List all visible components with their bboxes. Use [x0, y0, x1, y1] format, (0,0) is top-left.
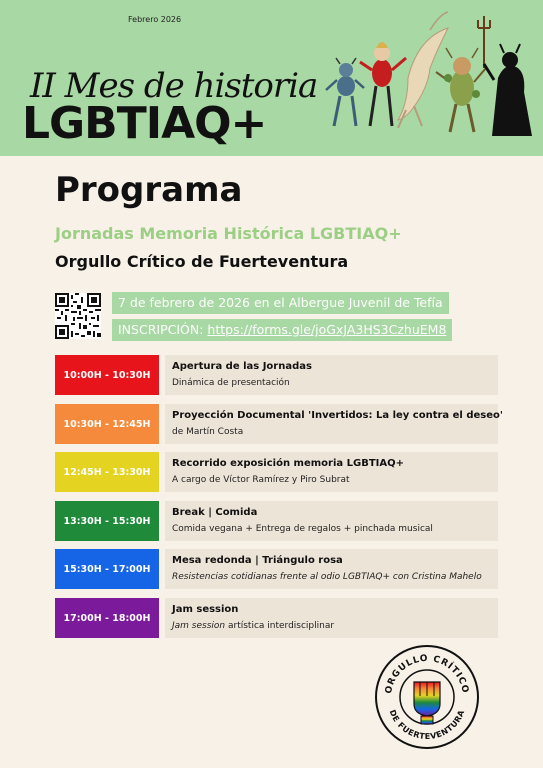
schedule-row	[55, 355, 498, 395]
schedule-row	[55, 598, 498, 638]
schedule-row	[55, 549, 498, 589]
orgullo-critico-seal-logo	[374, 644, 480, 750]
session-details	[165, 452, 498, 492]
session-subtitle: Resistencias cotidianas frente al odio LGBTIAQ+ con Cristina Mahelo	[172, 572, 482, 582]
time-slot: 15:30H - 17:00H	[55, 549, 159, 589]
blue-creature-figure	[326, 58, 364, 126]
session-title: Apertura de las Jornadas	[172, 361, 312, 372]
registration-label: INSCRIPCIÓN:	[118, 322, 204, 337]
schedule-row	[55, 452, 498, 492]
medieval-figures-illustration	[318, 8, 543, 153]
header-banner	[0, 0, 543, 156]
session-subtitle: de Martín Costa	[172, 427, 244, 437]
time-slot: 12:45H - 13:30H	[55, 452, 159, 492]
registration-link[interactable]: https://forms.gle/joGxJA3HS3CzhuEM8	[207, 322, 447, 337]
session-details	[165, 404, 503, 444]
date-location-banner: 7 de febrero de 2026 en el Albergue Juvenil de Tefía	[112, 292, 449, 314]
session-subtitle-italic: Jam session	[172, 621, 226, 631]
organizer-name: Orgullo Crítico de Fuerteventura	[55, 252, 349, 271]
page-heading: Programa	[55, 170, 243, 210]
session-subtitle: Dinámica de presentación	[172, 378, 290, 388]
session-title: Mesa redonda | Triángulo rosa	[172, 555, 343, 566]
schedule-row	[55, 501, 498, 541]
schedule-row	[55, 404, 503, 444]
red-figure	[360, 42, 406, 126]
registration-banner	[112, 319, 452, 341]
time-slot: 10:00H - 10:30H	[55, 355, 159, 395]
svg-text:DE FUERTEVENTURA: DE FUERTEVENTURA	[387, 708, 467, 742]
edition-date: Febrero 2026	[128, 15, 182, 24]
session-title: Jam session	[172, 604, 239, 615]
session-title: Proyección Documental 'Invertidos: La ley contra el deseo'	[172, 410, 503, 421]
session-title: Break | Comida	[172, 507, 258, 518]
time-slot: 10:30H - 12:45H	[55, 404, 159, 444]
session-details	[165, 355, 498, 395]
leaf-creature-figure	[436, 48, 486, 132]
session-subtitle: A cargo de Víctor Ramírez y Piro Subrat	[172, 475, 350, 485]
event-title: Jornadas Memoria Histórica LGBTIAQ+	[55, 224, 402, 243]
time-slot: 17:00H - 18:00H	[55, 598, 159, 638]
qr-code[interactable]	[55, 293, 101, 339]
time-slot: 13:30H - 15:30H	[55, 501, 159, 541]
session-details	[165, 598, 498, 638]
beige-creature-figure	[398, 12, 448, 128]
svg-text:ORGULLO CRÍTICO: ORGULLO CRÍTICO	[384, 653, 470, 695]
session-title: Recorrido exposición memoria LGBTIAQ+	[172, 458, 404, 469]
black-devil-figure	[478, 16, 532, 136]
title-line-2: LGBTIAQ+	[22, 98, 267, 149]
session-details	[165, 501, 498, 541]
session-subtitle: Comida vegana + Entrega de regalos + pinchada musical	[172, 524, 433, 534]
session-details	[165, 549, 498, 589]
title-line-1: II Mes de historia	[30, 66, 318, 106]
session-subtitle: Jam session artística interdisciplinar	[172, 621, 335, 631]
